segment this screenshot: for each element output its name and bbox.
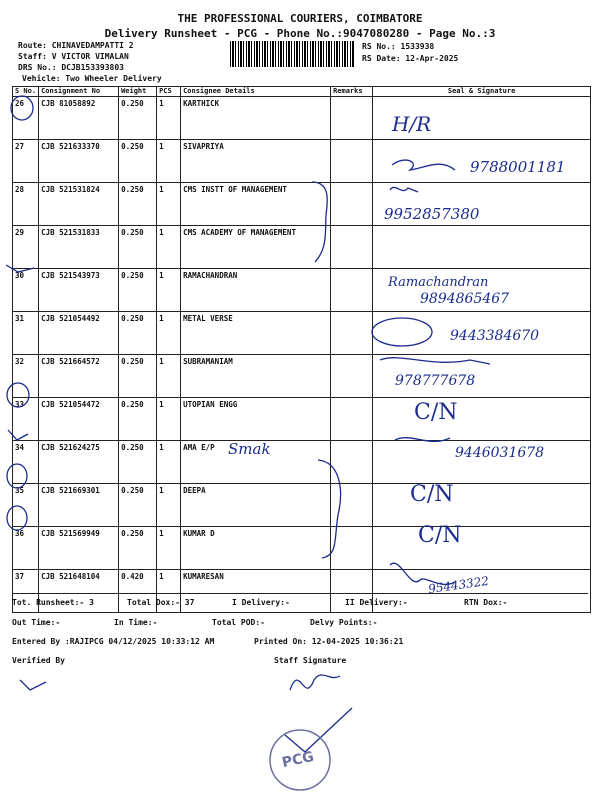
handwriting-r37: 95443322 (427, 573, 490, 597)
handwriting-r36: C/N (418, 523, 462, 548)
handwriting-r30-name: Ramachandran (388, 275, 489, 290)
cell-wt: 0.420 (119, 570, 157, 613)
entered-by: Entered By :RAJIPCG 04/12/2025 10:33:12 AM (12, 637, 215, 646)
cell-name: METAL VERSE (181, 312, 331, 355)
cell-name: CMS INSTT OF MANAGEMENT (181, 183, 331, 226)
cell-name: SUBRAMANIAM (181, 355, 331, 398)
signature-r37 (390, 563, 455, 584)
handwriting-r28: 9952857380 (384, 205, 480, 223)
runsheet-subtitle: Delivery Runsheet - PCG - Phone No.:9047080280 - Page No.:3 (104, 27, 496, 40)
signature-r31 (372, 318, 432, 346)
handwriting-r27: 9788001181 (470, 158, 566, 176)
cell-cn: CJB 521669301 (39, 484, 119, 527)
cell-sno: 30 (13, 269, 39, 312)
cell-cn: CJB 521054492 (39, 312, 119, 355)
cell-cn: CJB 81058892 (39, 97, 119, 140)
cell-sno: 29 (13, 226, 39, 269)
cell-name: RAMACHANDRAN (181, 269, 331, 312)
rs-date: RS Date: 12-Apr-2025 (362, 54, 459, 63)
cell-pcs: 1 (157, 269, 181, 312)
total-dox: Total Dox:- 37 (127, 598, 195, 607)
cell-name: KUMARESAN (181, 570, 331, 613)
cell-pcs: 1 (157, 183, 181, 226)
circle-mark-35 (7, 464, 27, 488)
cell-wt: 0.250 (119, 269, 157, 312)
check-mark-30 (6, 265, 34, 272)
cell-cn: CJB 521531833 (39, 226, 119, 269)
col-pcs: PCS (157, 87, 181, 97)
rs-number: RS No.: 1533938 (362, 42, 435, 51)
col-consignment: Consignment No (39, 87, 119, 97)
signature-r27 (392, 160, 455, 170)
cell-sno: 36 (13, 527, 39, 570)
cell-name: SIVAPRIYA (181, 140, 331, 183)
cell-sno: 34 (13, 441, 39, 484)
cell-sno: 33 (13, 398, 39, 441)
cell-pcs: 1 (157, 97, 181, 140)
verified-by-check (20, 680, 46, 690)
cell-sno: 26 (13, 97, 39, 140)
cell-cn: CJB 521624275 (39, 441, 119, 484)
cell-wt: 0.250 (119, 97, 157, 140)
bracket-34-36 (318, 460, 341, 558)
handwriting-r26: H/R (392, 112, 432, 136)
check-mark-34 (8, 430, 28, 440)
cell-pcs: 1 (157, 355, 181, 398)
cell-name: CMS ACADEMY OF MANAGEMENT (181, 226, 331, 269)
staff-signature: Staff Signature (274, 656, 347, 665)
handwriting-r34-phone: 9446031678 (455, 445, 545, 461)
cell-cn: CJB 521543973 (39, 269, 119, 312)
handwriting-r34-remark: Smak (228, 440, 271, 458)
staff: Staff: V VICTOR VIMALAN (18, 52, 129, 61)
handwriting-r30-phone: 9894865467 (420, 291, 510, 307)
rtn-dox: RTN Dox:- (464, 598, 508, 607)
cell-cn: CJB 521648104 (39, 570, 119, 613)
cell-pcs: 1 (157, 140, 181, 183)
cell-name: KARTHICK (181, 97, 331, 140)
cell-pcs: 1 (157, 484, 181, 527)
cell-cn: CJB 521054472 (39, 398, 119, 441)
circle-mark-36 (7, 506, 27, 530)
cell-name: UTOPIAN ENGG (181, 398, 331, 441)
printed-on: Printed On: 12-04-2025 10:36:21 (254, 637, 404, 646)
cell-wt: 0.250 (119, 527, 157, 570)
col-remarks: Remarks (331, 87, 373, 97)
footer-divider (12, 593, 588, 594)
circle-mark-26 (11, 96, 33, 120)
staff-signature-scribble (290, 675, 340, 690)
cell-wt: 0.250 (119, 183, 157, 226)
cell-wt: 0.250 (119, 226, 157, 269)
col-seal-signature: Seal & Signature (373, 87, 591, 97)
cell-cn: CJB 521664572 (39, 355, 119, 398)
cell-cn: CJB 521633370 (39, 140, 119, 183)
cell-wt: 0.250 (119, 398, 157, 441)
col-sno: S No. (13, 87, 39, 97)
cell-wt: 0.250 (119, 140, 157, 183)
company-title: THE PROFESSIONAL COURIERS, COIMBATORE (177, 12, 423, 25)
cell-sno: 35 (13, 484, 39, 527)
ii-delivery: II Delivery:- (345, 598, 408, 607)
cell-pcs: 1 (157, 398, 181, 441)
pcg-stamp-text: PCG (280, 748, 316, 772)
cell-pcs: 1 (157, 312, 181, 355)
col-weight: Weight (119, 87, 157, 97)
route: Route: CHINAVEDAMPATTI 2 (18, 41, 134, 50)
cell-sno: 27 (13, 140, 39, 183)
handwriting-r33: C/N (414, 400, 458, 425)
cell-wt: 0.250 (119, 441, 157, 484)
total-pod: Total POD:- (212, 618, 265, 627)
cell-pcs: 1 (157, 441, 181, 484)
cell-pcs: 1 (157, 226, 181, 269)
signature-r28 (390, 187, 418, 192)
tot-runsheet: Tot. Runsheet:- 3 (12, 598, 94, 607)
signature-r32 (380, 358, 490, 364)
cell-sno: 28 (13, 183, 39, 226)
cell-cn: CJB 521531824 (39, 183, 119, 226)
cell-wt: 0.250 (119, 484, 157, 527)
verified-by: Verified By (12, 656, 65, 665)
cell-pcs: 1 (157, 570, 181, 613)
handwriting-r31: 9443384670 (450, 328, 540, 344)
cell-pcs: 1 (157, 527, 181, 570)
cell-sno: 32 (13, 355, 39, 398)
cell-name: AMA E/P (181, 441, 331, 484)
handwriting-r35: C/N (410, 482, 454, 507)
in-time: In Time:- (114, 618, 158, 627)
cell-wt: 0.250 (119, 355, 157, 398)
vehicle: Vehicle: Two Wheeler Delivery (22, 74, 162, 83)
drs-number: DRS No.: DCJB153393803 (18, 63, 124, 72)
col-consignee: Consignee Details (181, 87, 331, 97)
cell-cn: CJB 521569949 (39, 527, 119, 570)
cell-name: KUMAR D (181, 527, 331, 570)
delvy-points: Delvy Points:- (310, 618, 378, 627)
out-time: Out Time:- (12, 618, 61, 627)
cell-sno: 31 (13, 312, 39, 355)
i-delivery: I Delivery:- (232, 598, 290, 607)
signature-r34 (395, 438, 450, 442)
cell-name: DEEPA (181, 484, 331, 527)
bracket-28-29 (312, 182, 327, 262)
cell-sno: 37 (13, 570, 39, 613)
cell-wt: 0.250 (119, 312, 157, 355)
handwriting-r32: 978777678 (395, 373, 476, 389)
circle-mark-33 (7, 383, 29, 407)
